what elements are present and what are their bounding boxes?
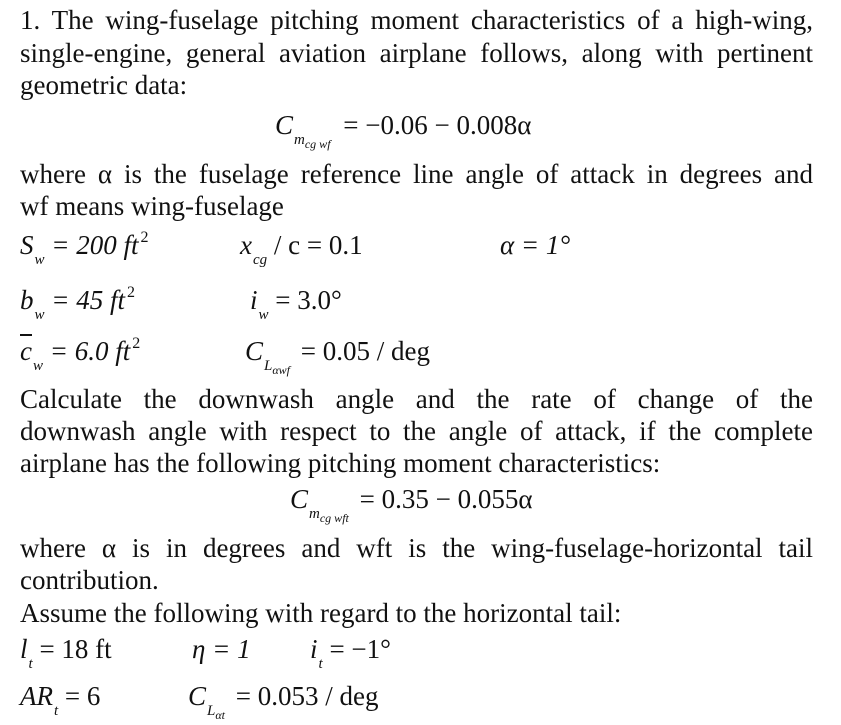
assume-line: Assume the following with regard to the horizontal tail: xyxy=(20,598,622,628)
eta-value: η = 1 xyxy=(192,634,251,664)
where2-line-2: contribution. xyxy=(20,565,159,595)
cl-alpha-wf: $C_{L_{\alpha wf}} = 0.05$ / deg xyxy=(245,336,430,377)
equation-cm-wft: $C_{m_{cg wft}} = 0.35 - 0.055\alpha$ xyxy=(290,484,533,525)
eq1-symbol: C xyxy=(275,110,294,140)
eq1-rhs: = −0.06 − 0.008α xyxy=(343,110,532,140)
calc-line-1: Calculate the downwash angle and the rate of change of the xyxy=(20,384,813,414)
bw-value: $b_w = 45$ ft $^2$ xyxy=(20,284,135,323)
equation-cm-wf xyxy=(275,110,532,151)
where1-line-1: where α is the fuselage reference line angle of attack in degrees and xyxy=(20,159,813,189)
intro-line-1: 1. The wing-fuselage pitching moment characteristics of a high-wing, xyxy=(20,5,813,35)
lt-value: $l_t = 18$ ft xyxy=(20,634,112,672)
calc-line-2: downwash angle with respect to the angle of attack, if the complete xyxy=(20,416,813,446)
cl-alpha-tail: $C_{L_{\alpha t}} = 0.053$ / deg xyxy=(188,681,379,722)
ar-tail-value: $AR_t = 6$ xyxy=(20,681,101,719)
it-value: $i_t = -1^\circ$ xyxy=(310,634,391,672)
calc-line-3: airplane has the following pitching moment characteristics: xyxy=(20,448,661,478)
where1-line-2: wf means wing-fuselage xyxy=(20,191,284,221)
intro-line-3: geometric data: xyxy=(20,70,188,100)
intro-line-2: single-engine, general aviation airplane follows, along with pertinent xyxy=(20,38,813,68)
eq1-subscript: mcg wf xyxy=(294,132,331,151)
iw-value: $i_w = 3.0^\circ$ xyxy=(250,285,342,323)
cw-value: $\overline{c}_w = 6.0$ ft $^2$ xyxy=(20,335,141,374)
xcg-ratio: $x_{cg} / c = 0.1$ xyxy=(240,230,363,268)
sw-value: $S_w = 200$ ft $^2$ xyxy=(20,229,149,268)
where2-line-1: where α is in degrees and wft is the wing-fuselage-horizontal tail xyxy=(20,533,813,563)
alpha-value: α = 1° xyxy=(500,230,571,260)
